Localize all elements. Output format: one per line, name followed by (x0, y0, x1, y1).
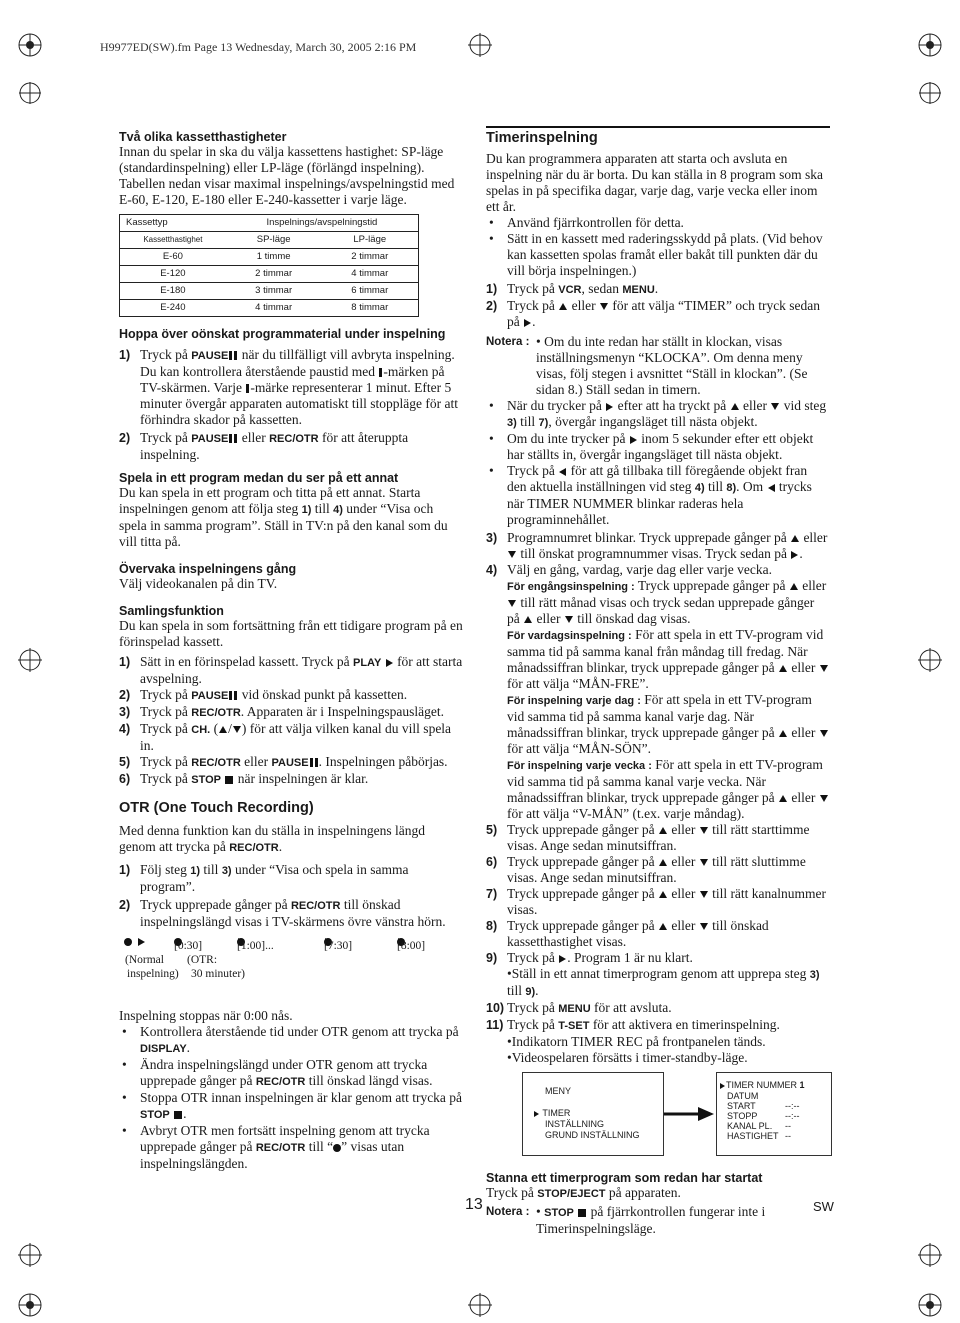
table-header: SP-läge (256, 234, 291, 245)
step: 9) Tryck på . Program 1 är nu klart. •Ställ in ett annat timerprogram genom att upprepa steg 3) till 9). (486, 950, 820, 998)
down-arrow-icon (508, 551, 516, 558)
stop-icon (174, 1111, 182, 1119)
up-arrow-icon (524, 616, 532, 623)
record-dot-icon (333, 1144, 341, 1152)
table-cell: 4 timmar (255, 302, 293, 313)
pause-icon (310, 758, 313, 767)
registration-mark-icon (465, 30, 495, 60)
table-cell: 4 timmar (351, 268, 389, 279)
paragraph: Innan du spelar in ska du välja kassettens hastighet: SP-läge (standardinspelning) eller LP-läge (förlängd inspelning). Tabellen nedan visar maximal inspelnings/avspelningstid med E-60, E-120, E-180 eller E-240-kassetter i varje läge. (119, 144, 455, 207)
table-cell: 1 timme (256, 251, 291, 262)
registration-mark-icon (15, 78, 45, 108)
up-arrow-icon (731, 403, 739, 410)
pause-mark-icon (379, 368, 382, 377)
table-cell: E-240 (160, 302, 186, 313)
paragraph: Du kan spela in ett program och titta på ett annat. Starta inspelningen genom att följa steg 1) till 4) under “Visa och spela in samma program”. Ställ in TV:n på den kanal som du vill titta på. (119, 485, 448, 549)
down-arrow-icon (700, 827, 708, 834)
registration-mark-icon (915, 1290, 945, 1320)
up-arrow-icon (791, 535, 799, 542)
registration-mark-icon (915, 78, 945, 108)
right-column (486, 130, 830, 1237)
left-arrow-icon (559, 468, 566, 476)
step: 4) Välj en gång, vardag, varje dag eller varje vecka. (486, 562, 772, 577)
right-arrow-icon (630, 436, 637, 444)
table-header: Kassetthastighet (143, 235, 203, 244)
up-arrow-icon (219, 726, 227, 733)
step: 5) Tryck på REC/OTR eller PAUSE . Inspelningen påbörjas. (119, 754, 448, 769)
step: 1) Sätt in en förinspelad kassett. Tryck på PLAY för att starta avspelning. (119, 654, 463, 686)
section-title: OTR (One Touch Recording) (119, 800, 314, 816)
step: 6) Tryck på STOP när inspelningen är klar. (119, 771, 369, 786)
otr-diagram: [0:30] [1:00]... [7:30] [8:00] (Normal inspelning) (OTR: 30 minuter) (125, 940, 426, 980)
step: 7) Tryck upprepade gånger på eller till rätt kanalnummer visas. (486, 886, 827, 917)
pause-icon (234, 351, 237, 360)
down-arrow-icon (233, 726, 241, 733)
down-arrow-icon (771, 403, 779, 410)
paragraph: Du kan programmera apparaten att starta och avsluta en inspelning när du är borta. Du kan ställa in 8 program som ska spelas in på specifika dagar, varje dag, varje vecka eller inom ett år. (486, 151, 824, 214)
pause-icon (234, 691, 237, 700)
table-cell: E-120 (160, 268, 186, 279)
table-cell: E-180 (160, 285, 186, 296)
section-title: Timerinspelning (486, 126, 830, 147)
list-item: • Om du inte trycker på inom 5 sekunder efter ett objekt har ställts in, övergår ingangsläget till nästa objekt. (489, 431, 814, 462)
list-item: • Tryck på för att gå tillbaka till föregående objekt fran den aktuella inställningen vid steg 4) till 8). Om trycks när TIMER NUMMER blinkar raderas hela programinnehållet. (489, 463, 812, 527)
down-arrow-icon (600, 303, 608, 310)
step: 1) Tryck på PAUSE när du tillfälligt vill avbryta inspelning. Du kan kontrollera återstående paustid med -märken på TV-skärmen. Varje -märke representerar 1 minut. Efter 5 minuter övergår apparaten automatiskt till stoppläge för att förhindra skador på kassetten. (119, 347, 459, 427)
section-title: Samlingsfunktion (119, 604, 224, 618)
table-cell: 2 timmar (351, 251, 389, 262)
left-column (119, 130, 464, 1172)
arrow-icon (138, 938, 145, 946)
down-arrow-icon (700, 891, 708, 898)
up-arrow-icon (779, 665, 787, 672)
down-arrow-icon (700, 859, 708, 866)
paragraph: Tryck på STOP/EJECT på apparaten. (486, 1185, 681, 1200)
registration-mark-icon (915, 30, 945, 60)
paragraph: Inspelning stoppas när 0:00 nås. (119, 1008, 293, 1023)
up-arrow-icon (790, 583, 798, 590)
list-item: För inspelning varje dag : För att spela in ett TV-program vid samma tid på samma kanal varje dag. När månadssiffran blinkar, tryck upprepade gånger på eller för att välja “MÅN-SÖN”. (486, 692, 830, 757)
list-item: • Kontrollera återstående tid under OTR genom att trycka på DISPLAY. (122, 1024, 459, 1055)
table-cell: E-60 (162, 251, 183, 262)
list-item: För vardagsinspelning : För att spela in ett TV-program vid samma tid på samma kanal från måndag till fredag. När månadssiffran blinkar, tryck upprepade gånger på eller för att välja “MÅN-FRE”. (486, 627, 830, 692)
list-item: • När du trycker på efter att ha tryckt på eller vid steg 3) till 7), övergår ingangsläget till nästa objekt. (489, 398, 827, 429)
page-number: 13 (465, 1196, 483, 1213)
pause-icon (315, 758, 318, 767)
registration-mark-icon (15, 1290, 45, 1320)
table-header: Inspelnings/avspelningstid (266, 217, 378, 228)
up-arrow-icon (659, 923, 667, 930)
paragraph: Välj videokanalen på din TV. (119, 576, 278, 591)
pause-icon (229, 351, 232, 360)
list-item: • Avbryt OTR men fortsätt inspelning genom att trycka upprepade gånger på REC/OTR till “ ” visas utan inspelningslängden. (122, 1123, 430, 1171)
up-arrow-icon (659, 827, 667, 834)
step: 1) Tryck på VCR, sedan MENU. (486, 281, 659, 296)
right-arrow-icon (606, 403, 613, 411)
list-item: För inspelning varje vecka : För att spela in ett TV-program vid samma tid på samma kanal varje vecka. När månadssiffran blinkar, tryck upprepade gånger på eller för att välja “V-MÅN” (t.ex. varje måndag). (486, 757, 830, 822)
pause-icon (229, 691, 232, 700)
table-header: LP-läge (353, 234, 387, 245)
list-item: • Sätt in en kassett med raderingsskydd på plats. (Vid behov kan kassetten spolas framåt eller bakåt till punkten där du vill börja inspelningen.) (489, 231, 823, 278)
step: 8) Tryck upprepade gånger på eller till önskad kassetthastighet visas. (486, 918, 769, 949)
timer-screen: TIMER NUMMER 1 DATUM START --:-- STOPP --:-- KANAL PL. -- HASTIGHET -- (716, 1072, 832, 1156)
up-arrow-icon (779, 795, 787, 802)
list-item: • Stoppa OTR innan inspelningen är klar genom att trycka på STOP . (122, 1090, 463, 1121)
step: 11) Tryck på T-SET för att aktivera en timerinspelning. •Indikatorn TIMER REC på frontpanelen tänds. •Videospelaren försätts i timer-standby-läge. (486, 1017, 780, 1065)
list-item: För engångsinspelning : Tryck upprepade gånger på eller till rätt månad visas och tryck sedan upprepade gånger på eller till önskad dag visas. (507, 578, 827, 626)
step: 10) Tryck på MENU för att avsluta. (486, 1000, 672, 1015)
registration-mark-icon (915, 1240, 945, 1270)
step: 3) Tryck på REC/OTR. Apparaten är i Inspelningspausläget. (119, 704, 444, 719)
table-cell: 8 timmar (351, 302, 389, 313)
up-arrow-icon (559, 303, 567, 310)
stop-icon (225, 776, 233, 784)
pause-mark-icon (246, 384, 249, 393)
arrow-icon (664, 1106, 714, 1122)
cassette-table (119, 214, 419, 317)
up-arrow-icon (659, 859, 667, 866)
table-cell: 2 timmar (255, 268, 293, 279)
section-title: Två olika kassetthastigheter (119, 130, 287, 144)
registration-mark-icon (465, 1290, 495, 1320)
right-arrow-icon (559, 955, 566, 963)
pause-icon (229, 434, 232, 443)
step: 2) Tryck upprepade gånger på REC/OTR till önskad inspelningslängd visas i TV-skärmens övre vänstra hörn. (119, 897, 446, 929)
section-title: Hoppa över oönskat programmaterial under inspelning (119, 327, 446, 341)
down-arrow-icon (508, 600, 516, 607)
step: 4) Tryck på CH. ( / ) för att välja vilken kanal du vill spela in. (119, 721, 452, 753)
paragraph: Med denna funktion kan du ställa in inspelningens längd genom att trycka på REC/OTR. (119, 823, 425, 854)
right-arrow-icon (791, 551, 798, 559)
list-item: • Ändra inspelningslängd under OTR genom att trycka upprepade gånger på REC/OTR till önskad längd visas. (122, 1057, 433, 1088)
section-title: Övervaka inspelningens gång (119, 562, 297, 576)
up-arrow-icon (659, 891, 667, 898)
down-arrow-icon (565, 616, 573, 623)
play-icon (386, 659, 393, 667)
table-header: Kassettyp (126, 217, 168, 228)
section-title: Spela in ett program medan du ser på ett annat (119, 471, 399, 485)
menu-screens (486, 1072, 830, 1167)
stop-icon (578, 1209, 586, 1217)
step: 2) Tryck på eller för att välja “TIMER” och tryck sedan på . (486, 298, 821, 329)
registration-mark-icon (15, 30, 45, 60)
down-arrow-icon (820, 730, 828, 737)
table-cell: 6 timmar (351, 285, 389, 296)
registration-mark-icon (15, 645, 45, 675)
step: 2) Tryck på PAUSE eller REC/OTR för att återuppta inspelning. (119, 430, 409, 462)
menu-screen: MENY TIMER INSTÄLLNING GRUND INSTÄLLNING (522, 1072, 664, 1156)
registration-mark-icon (915, 645, 945, 675)
pause-icon (234, 434, 237, 443)
step: 6) Tryck upprepade gånger på eller till rätt sluttimme visas. Ange sedan minutsiffran. (486, 854, 806, 885)
list-item: • Använd fjärrkontrollen för detta. (489, 215, 684, 230)
down-arrow-icon (700, 923, 708, 930)
cursor-icon (720, 1083, 725, 1089)
right-arrow-icon (524, 319, 531, 327)
down-arrow-icon (820, 795, 828, 802)
step: 3) Programnumret blinkar. Tryck upprepade gånger på eller till önskat programnummer visas. Tryck sedan på . (486, 530, 828, 561)
file-header: H9977ED(SW).fm Page 13 Wednesday, March 30, 2005 2:16 PM (100, 40, 417, 54)
down-arrow-icon (820, 665, 828, 672)
cursor-icon (534, 1111, 539, 1117)
language-code: SW (813, 1199, 834, 1214)
paragraph: Du kan spela in som fortsättning från ett tidigare program på en förinspelad kassett. (119, 618, 463, 649)
left-arrow-icon (768, 484, 775, 492)
step: 5) Tryck upprepade gånger på eller till rätt starttimme visas. Ange sedan minutsiffran. (486, 822, 810, 853)
step: 1) Följ steg 1) till 3) under “Visa och spela in samma program”. (119, 862, 409, 894)
registration-mark-icon (15, 1240, 45, 1270)
section-title: Stanna ett timerprogram som redan har startat (486, 1171, 763, 1185)
step: 2) Tryck på PAUSE vid önskad punkt på kassetten. (119, 687, 408, 702)
note: Notera : • Om du inte redan har ställt in klockan, visas inställningsmenyn “KLOCKA”. Om denna meny visas, följ stegen i avsnittet “Ställ in klockan”. (Se sidan 8.) Ställ sedan in timern. (486, 334, 808, 397)
up-arrow-icon (779, 730, 787, 737)
note: Notera : • STOP på fjärrkontrollen fungerar inte i Timerinspelningsläge. (486, 1204, 766, 1236)
table-cell: 3 timmar (255, 285, 293, 296)
